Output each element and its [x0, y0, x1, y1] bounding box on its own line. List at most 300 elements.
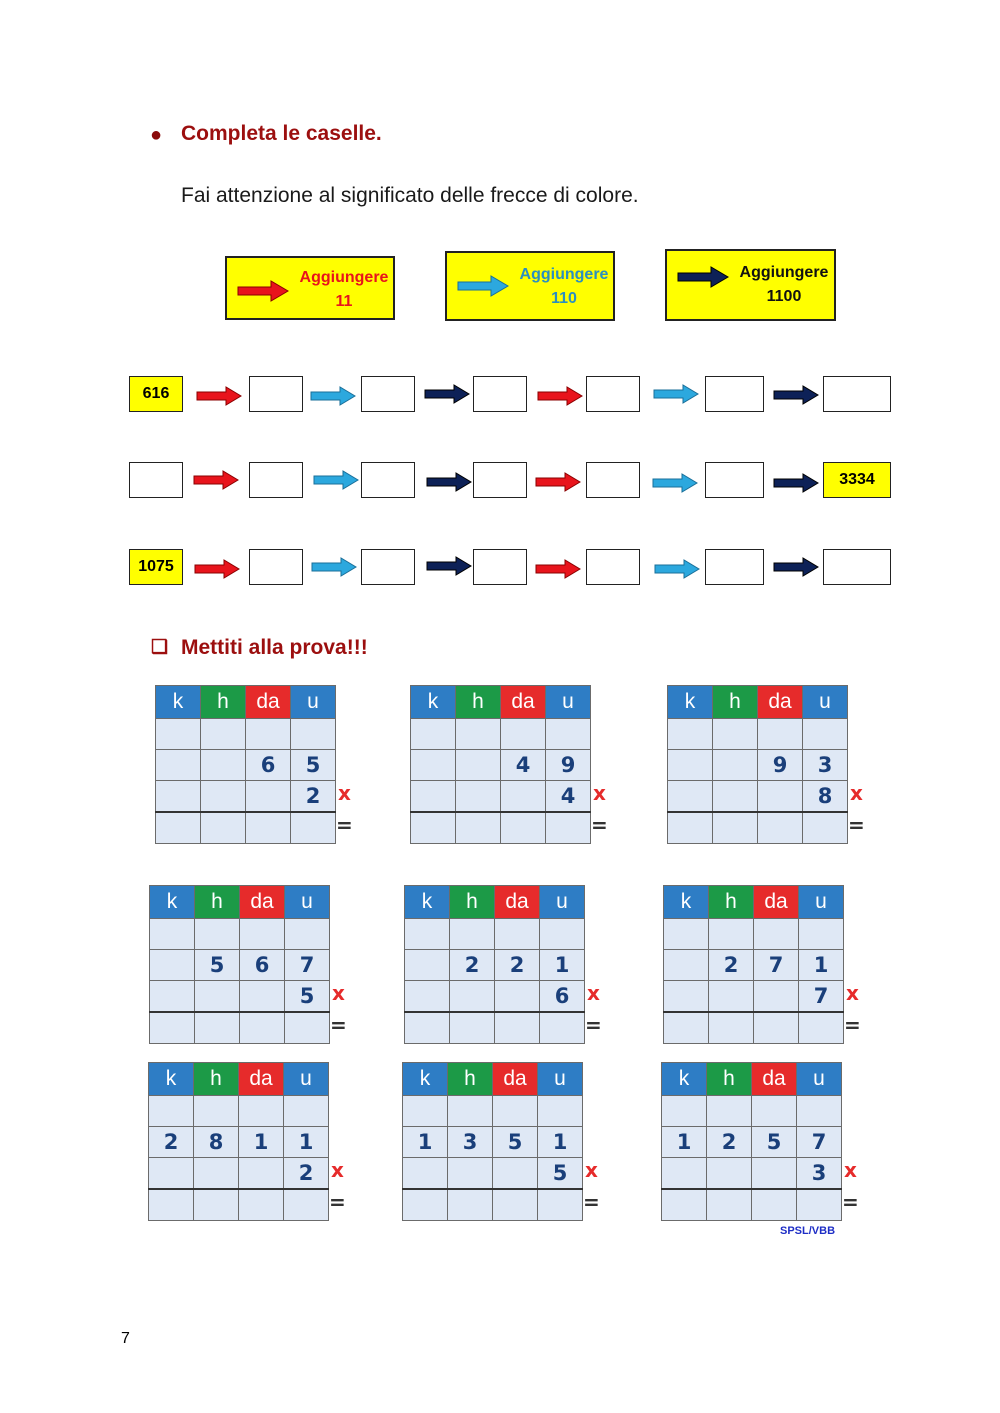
digit-cell [664, 981, 709, 1013]
legend-label: Aggiungere [739, 264, 829, 281]
result-cell[interactable] [246, 812, 291, 844]
digit-cell [713, 781, 758, 813]
digit-cell: 5 [285, 981, 330, 1013]
grid-header-row [156, 686, 336, 719]
column-header: h [450, 886, 495, 919]
column-header: h [456, 686, 501, 719]
column-header: h [713, 686, 758, 719]
grid-row [664, 919, 844, 950]
grid-header-row [664, 886, 844, 919]
result-cell[interactable] [540, 1012, 585, 1044]
grid-row [403, 1127, 583, 1158]
result-cell[interactable] [758, 812, 803, 844]
digit-cell [758, 781, 803, 813]
answer-box[interactable] [361, 376, 415, 412]
digit-cell: 2 [291, 781, 336, 813]
digit-cell: 7 [285, 950, 330, 981]
digit-cell: 3 [448, 1127, 493, 1158]
result-cell[interactable] [501, 812, 546, 844]
carry-cell[interactable] [662, 1096, 707, 1127]
digit-cell [156, 781, 201, 813]
result-cell[interactable] [194, 1189, 239, 1221]
digit-cell: 6 [246, 750, 291, 781]
grid-row [156, 719, 336, 750]
digit-cell: 6 [540, 981, 585, 1013]
carry-cell[interactable] [239, 1096, 284, 1127]
digit-cell: 6 [240, 950, 285, 981]
digit-cell [713, 750, 758, 781]
grid-row [411, 719, 591, 750]
navy-arrow-icon [773, 473, 819, 493]
grid-row [411, 750, 591, 781]
grid-row [149, 1127, 329, 1158]
column-header: k [150, 886, 195, 919]
column-header: da [752, 1063, 797, 1096]
digit-cell: 8 [194, 1127, 239, 1158]
grid-row [664, 981, 844, 1013]
answer-box[interactable] [473, 462, 527, 498]
equals-sign: = [336, 813, 353, 837]
column-header: u [285, 886, 330, 919]
result-cell[interactable] [156, 812, 201, 844]
equals-sign: = [591, 813, 608, 837]
result-cell[interactable] [803, 812, 848, 844]
equals-sign: = [842, 1190, 859, 1214]
column-header: k [403, 1063, 448, 1096]
answer-box[interactable] [361, 462, 415, 498]
carry-cell[interactable] [546, 719, 591, 750]
digit-cell: 5 [752, 1127, 797, 1158]
multiplication-grid [148, 1062, 329, 1221]
result-cell[interactable] [662, 1189, 707, 1221]
digit-cell: 4 [501, 750, 546, 781]
legend-value: 110 [551, 290, 577, 307]
carry-cell[interactable] [501, 719, 546, 750]
footer-code: SPSL/VBB [780, 1225, 836, 1237]
digit-cell [456, 750, 501, 781]
digit-cell [201, 750, 246, 781]
multiplication-grid [404, 885, 585, 1044]
legend-label: Aggiungere [519, 266, 609, 283]
sequence-end-box: 3334 [823, 462, 891, 498]
legend-add-11 [225, 256, 395, 320]
digit-cell: 2 [149, 1127, 194, 1158]
grid-row [411, 812, 591, 844]
column-header: u [546, 686, 591, 719]
carry-cell[interactable] [495, 919, 540, 950]
answer-box[interactable] [586, 376, 640, 412]
red-arrow-icon [237, 280, 289, 302]
digit-cell: 9 [758, 750, 803, 781]
light-blue-arrow-icon [654, 559, 700, 579]
result-cell[interactable] [752, 1189, 797, 1221]
instruction-text: Fai attenzione al significato delle frecce di colore. [181, 184, 639, 207]
digit-cell: 5 [493, 1127, 538, 1158]
carry-cell[interactable] [156, 719, 201, 750]
result-cell[interactable] [495, 1012, 540, 1044]
column-header: k [664, 886, 709, 919]
grid-row [149, 1096, 329, 1127]
carry-cell[interactable] [403, 1096, 448, 1127]
digit-cell [149, 1158, 194, 1190]
carry-cell[interactable] [803, 719, 848, 750]
grid-row [662, 1096, 842, 1127]
digit-cell [501, 781, 546, 813]
result-cell[interactable] [291, 812, 336, 844]
result-cell[interactable] [240, 1012, 285, 1044]
times-sign: x [331, 1158, 344, 1182]
column-header: u [797, 1063, 842, 1096]
multiplication-grid [155, 685, 336, 844]
column-header: k [662, 1063, 707, 1096]
digit-cell: 2 [450, 950, 495, 981]
digit-cell: 1 [538, 1127, 583, 1158]
carry-cell[interactable] [758, 719, 803, 750]
grid-row [668, 719, 848, 750]
legend-text [739, 261, 829, 309]
section-title: Mettiti alla prova!!! [181, 636, 368, 659]
column-header: h [709, 886, 754, 919]
grid-row [411, 781, 591, 813]
digit-cell: 3 [797, 1158, 842, 1190]
column-header: u [291, 686, 336, 719]
digit-cell [156, 750, 201, 781]
grid-row [662, 1158, 842, 1190]
column-header: k [149, 1063, 194, 1096]
column-header: h [195, 886, 240, 919]
equals-sign: = [848, 813, 865, 837]
result-cell[interactable] [713, 812, 758, 844]
digit-cell: 2 [709, 950, 754, 981]
grid-row [150, 981, 330, 1013]
result-cell[interactable] [411, 812, 456, 844]
red-arrow-icon [196, 386, 242, 406]
navy-arrow-icon [773, 385, 819, 405]
result-cell[interactable] [405, 1012, 450, 1044]
carry-cell[interactable] [754, 919, 799, 950]
result-cell[interactable] [668, 812, 713, 844]
grid-row [150, 919, 330, 950]
answer-box[interactable] [705, 376, 764, 412]
digit-cell [239, 1158, 284, 1190]
grid-row [662, 1189, 842, 1221]
carry-cell[interactable] [448, 1096, 493, 1127]
legend-text [519, 263, 609, 311]
carry-cell[interactable] [799, 919, 844, 950]
grid-row [668, 750, 848, 781]
carry-cell[interactable] [709, 919, 754, 950]
column-header: u [538, 1063, 583, 1096]
grid-row [156, 812, 336, 844]
answer-box[interactable] [473, 549, 527, 585]
answer-box[interactable] [705, 462, 764, 498]
carry-cell[interactable] [538, 1096, 583, 1127]
carry-cell[interactable] [149, 1096, 194, 1127]
red-arrow-icon [535, 559, 581, 579]
grid-row [405, 981, 585, 1013]
result-cell[interactable] [285, 1012, 330, 1044]
times-sign: x [846, 981, 859, 1005]
answer-box[interactable] [473, 376, 527, 412]
times-sign: x [585, 1158, 598, 1182]
section-title: Completa le caselle. [181, 122, 382, 145]
column-header: k [405, 886, 450, 919]
page-number: 7 [121, 1330, 130, 1347]
multiplication-grid [667, 685, 848, 844]
grid-header-row [662, 1063, 842, 1096]
multiplication-grid [661, 1062, 842, 1221]
carry-cell[interactable] [450, 919, 495, 950]
light-blue-arrow-icon [457, 275, 509, 297]
carry-cell[interactable] [664, 919, 709, 950]
equals-sign: = [583, 1190, 600, 1214]
grid-header-row [411, 686, 591, 719]
column-header: h [448, 1063, 493, 1096]
digit-cell [493, 1158, 538, 1190]
carry-cell[interactable] [540, 919, 585, 950]
equals-sign: = [585, 1013, 602, 1037]
column-header: k [668, 686, 713, 719]
digit-cell: 7 [797, 1127, 842, 1158]
column-header: da [758, 686, 803, 719]
digit-cell: 1 [799, 950, 844, 981]
result-cell[interactable] [150, 1012, 195, 1044]
result-cell[interactable] [149, 1189, 194, 1221]
column-header: da [246, 686, 291, 719]
answer-box[interactable] [705, 549, 764, 585]
column-header: da [493, 1063, 538, 1096]
carry-cell[interactable] [411, 719, 456, 750]
navy-arrow-icon [426, 472, 472, 492]
grid-row [668, 781, 848, 813]
grid-row [664, 1012, 844, 1044]
grid-row [156, 781, 336, 813]
answer-box[interactable] [129, 462, 183, 498]
result-cell[interactable] [709, 1012, 754, 1044]
digit-cell: 5 [291, 750, 336, 781]
carry-cell[interactable] [246, 719, 291, 750]
red-arrow-icon [193, 470, 239, 490]
column-header: u [799, 886, 844, 919]
bullet-icon: ● [150, 124, 163, 146]
column-header: h [194, 1063, 239, 1096]
grid-row [150, 950, 330, 981]
digit-cell: 1 [662, 1127, 707, 1158]
times-sign: x [338, 781, 351, 805]
legend-label: Aggiungere [299, 269, 389, 286]
column-header: da [495, 886, 540, 919]
light-blue-arrow-icon [310, 386, 356, 406]
navy-arrow-icon [677, 266, 729, 288]
carry-cell[interactable] [240, 919, 285, 950]
carry-cell[interactable] [713, 719, 758, 750]
red-arrow-icon [535, 472, 581, 492]
result-cell[interactable] [797, 1189, 842, 1221]
digit-cell [495, 981, 540, 1013]
column-header: k [156, 686, 201, 719]
digit-cell: 1 [284, 1127, 329, 1158]
carry-cell[interactable] [150, 919, 195, 950]
digit-cell [668, 750, 713, 781]
answer-box[interactable] [823, 549, 891, 585]
result-cell[interactable] [707, 1189, 752, 1221]
carry-cell[interactable] [707, 1096, 752, 1127]
carry-cell[interactable] [194, 1096, 239, 1127]
digit-cell [450, 981, 495, 1013]
grid-header-row [403, 1063, 583, 1096]
result-cell[interactable] [456, 812, 501, 844]
grid-row [662, 1127, 842, 1158]
light-blue-arrow-icon [652, 473, 698, 493]
result-cell[interactable] [448, 1189, 493, 1221]
times-sign: x [587, 981, 600, 1005]
legend-text [299, 266, 389, 314]
result-cell[interactable] [493, 1189, 538, 1221]
checkbox-bullet-icon: ❑ [151, 637, 169, 658]
times-sign: x [593, 781, 606, 805]
grid-row [403, 1096, 583, 1127]
grid-row [405, 1012, 585, 1044]
light-blue-arrow-icon [653, 384, 699, 404]
digit-cell: 2 [284, 1158, 329, 1190]
digit-cell: 9 [546, 750, 591, 781]
digit-cell: 8 [803, 781, 848, 813]
carry-cell[interactable] [797, 1096, 842, 1127]
digit-cell [709, 981, 754, 1013]
grid-row [403, 1189, 583, 1221]
digit-cell [411, 750, 456, 781]
digit-cell: 1 [239, 1127, 284, 1158]
digit-cell: 4 [546, 781, 591, 813]
digit-cell: 5 [538, 1158, 583, 1190]
light-blue-arrow-icon [313, 470, 359, 490]
grid-header-row [668, 686, 848, 719]
red-arrow-icon [537, 386, 583, 406]
column-header: h [707, 1063, 752, 1096]
grid-row [405, 919, 585, 950]
grid-header-row [405, 886, 585, 919]
digit-cell [668, 781, 713, 813]
red-arrow-icon [194, 559, 240, 579]
result-cell[interactable] [450, 1012, 495, 1044]
digit-cell [405, 950, 450, 981]
digit-cell: 5 [195, 950, 240, 981]
digit-cell [240, 981, 285, 1013]
answer-box[interactable] [249, 462, 303, 498]
grid-row [149, 1158, 329, 1190]
column-header: u [284, 1063, 329, 1096]
digit-cell [754, 981, 799, 1013]
multiplication-grid [149, 885, 330, 1044]
answer-box[interactable] [249, 549, 303, 585]
digit-cell [150, 981, 195, 1013]
digit-cell [194, 1158, 239, 1190]
sequence-start-box: 1075 [129, 549, 183, 585]
times-sign: x [844, 1158, 857, 1182]
multiplication-grid [410, 685, 591, 844]
answer-box[interactable] [586, 549, 640, 585]
carry-cell[interactable] [456, 719, 501, 750]
result-cell[interactable] [403, 1189, 448, 1221]
column-header: u [803, 686, 848, 719]
navy-arrow-icon [424, 384, 470, 404]
digit-cell [707, 1158, 752, 1190]
carry-cell[interactable] [668, 719, 713, 750]
digit-cell [403, 1158, 448, 1190]
result-cell[interactable] [538, 1189, 583, 1221]
grid-header-row [149, 1063, 329, 1096]
grid-row [149, 1189, 329, 1221]
result-cell[interactable] [195, 1012, 240, 1044]
carry-cell[interactable] [291, 719, 336, 750]
grid-row [664, 950, 844, 981]
digit-cell: 2 [707, 1127, 752, 1158]
result-cell[interactable] [799, 1012, 844, 1044]
carry-cell[interactable] [493, 1096, 538, 1127]
column-header: da [239, 1063, 284, 1096]
digit-cell [411, 781, 456, 813]
carry-cell[interactable] [405, 919, 450, 950]
answer-box[interactable] [586, 462, 640, 498]
multiplication-grid [663, 885, 844, 1044]
digit-cell: 2 [495, 950, 540, 981]
carry-cell[interactable] [284, 1096, 329, 1127]
result-cell[interactable] [239, 1189, 284, 1221]
digit-cell: 1 [540, 950, 585, 981]
digit-cell [246, 781, 291, 813]
digit-cell [448, 1158, 493, 1190]
light-blue-arrow-icon [311, 557, 357, 577]
legend-value: 11 [335, 293, 353, 310]
carry-cell[interactable] [201, 719, 246, 750]
digit-cell: 7 [799, 981, 844, 1013]
grid-row [668, 812, 848, 844]
column-header: h [201, 686, 246, 719]
column-header: da [501, 686, 546, 719]
digit-cell: 1 [403, 1127, 448, 1158]
digit-cell [456, 781, 501, 813]
result-cell[interactable] [546, 812, 591, 844]
column-header: k [411, 686, 456, 719]
carry-cell[interactable] [285, 919, 330, 950]
digit-cell [201, 781, 246, 813]
times-sign: x [850, 781, 863, 805]
result-cell[interactable] [664, 1012, 709, 1044]
digit-cell: 3 [803, 750, 848, 781]
equals-sign: = [330, 1013, 347, 1037]
result-cell[interactable] [201, 812, 246, 844]
digit-cell [195, 981, 240, 1013]
grid-header-row [150, 886, 330, 919]
answer-box[interactable] [823, 376, 891, 412]
grid-row [405, 950, 585, 981]
result-cell[interactable] [284, 1189, 329, 1221]
grid-row [156, 750, 336, 781]
column-header: da [754, 886, 799, 919]
digit-cell [664, 950, 709, 981]
navy-arrow-icon [773, 557, 819, 577]
answer-box[interactable] [361, 549, 415, 585]
navy-arrow-icon [426, 556, 472, 576]
digit-cell: 7 [754, 950, 799, 981]
result-cell[interactable] [754, 1012, 799, 1044]
answer-box[interactable] [249, 376, 303, 412]
carry-cell[interactable] [195, 919, 240, 950]
legend-add-110 [445, 251, 615, 321]
carry-cell[interactable] [752, 1096, 797, 1127]
multiplication-grid [402, 1062, 583, 1221]
grid-row [403, 1158, 583, 1190]
